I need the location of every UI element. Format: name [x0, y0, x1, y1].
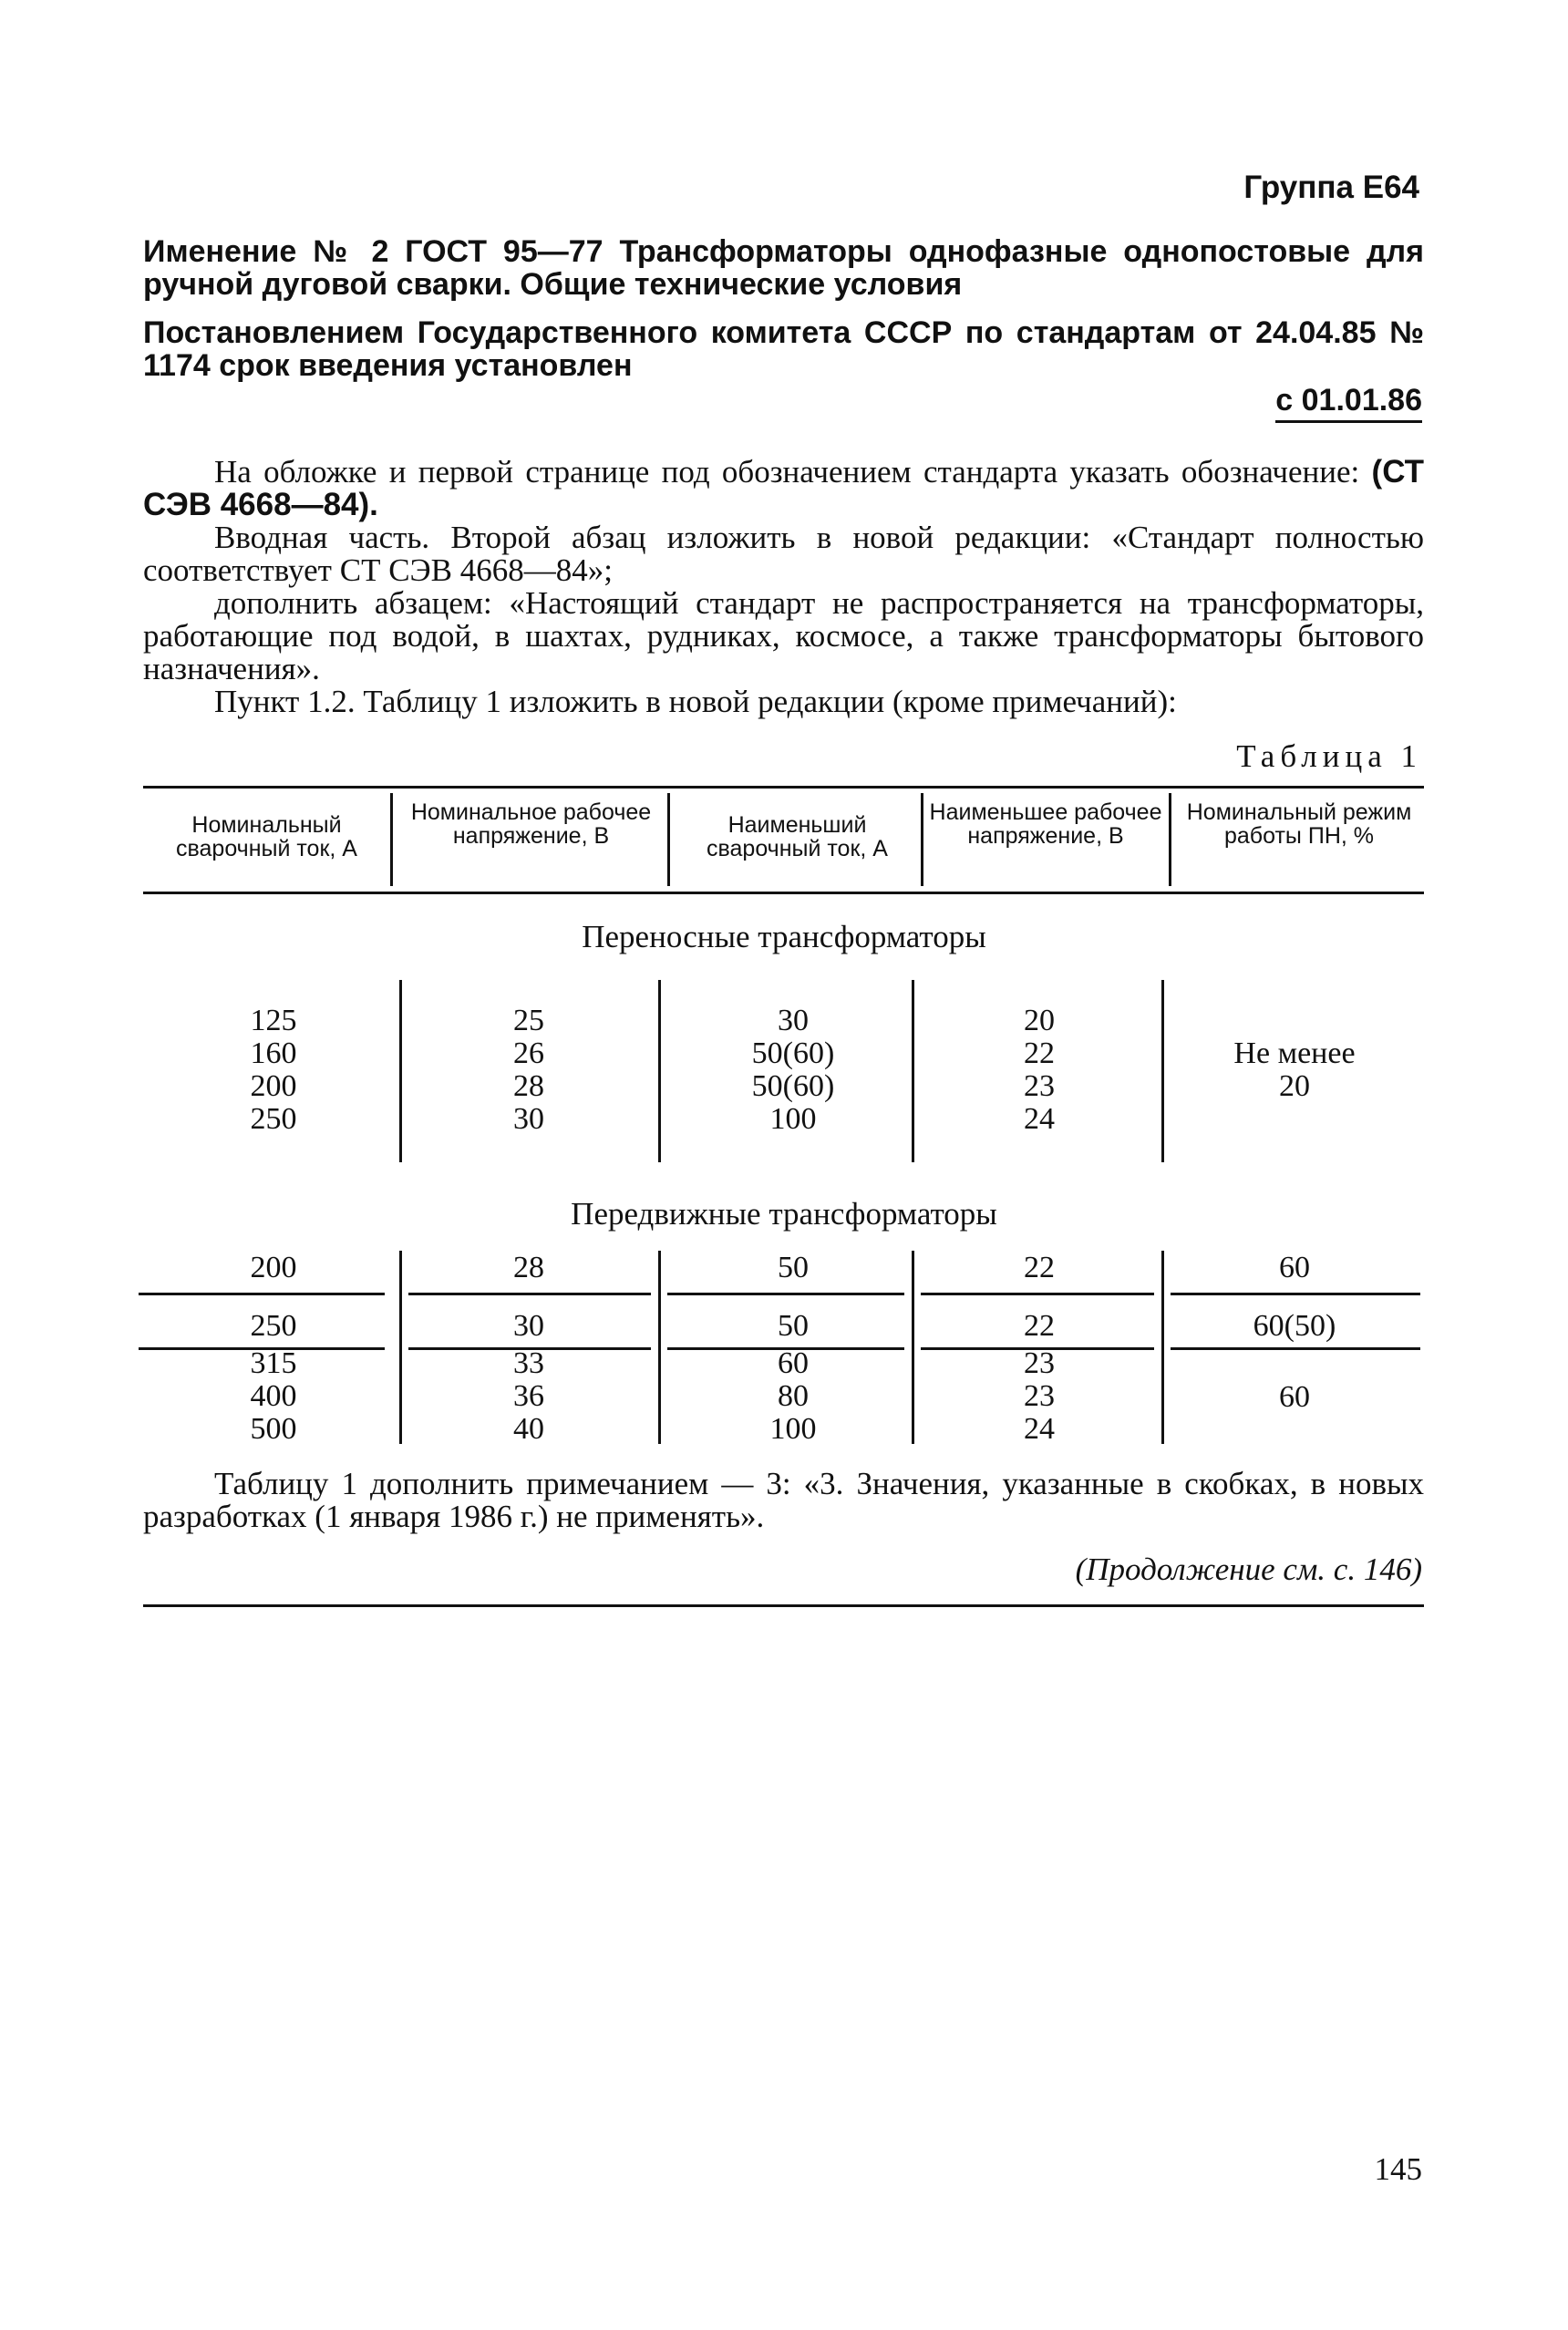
table-cell: 22: [1024, 1036, 1055, 1070]
decree-text: Постановлением Государственного комитета СССР по стандартам от 24.04.85 № 1174 срок введения установлен: [143, 315, 1424, 383]
page-number: 145: [1374, 2151, 1422, 2187]
continuation-note: (Продолжение см. с. 146): [1075, 1552, 1422, 1587]
table-cell: 200: [250, 1251, 297, 1284]
paragraph-intro: Вводная часть. Второй абзац изложить в новой редакции: «Стандарт полностью соответствует СТ СЭВ 4668—84»;: [143, 520, 1424, 588]
mobile-divider-2: [658, 1251, 661, 1444]
table-cell: 25: [513, 1004, 544, 1037]
portable-divider-4: [1161, 980, 1164, 1162]
paragraph-cover: [143, 456, 1424, 521]
table-cell: 50: [778, 1251, 809, 1284]
table-cell: 20: [1024, 1004, 1055, 1037]
table-cell: 125: [250, 1004, 297, 1037]
table-cell: 24: [1024, 1412, 1055, 1446]
row-rule: [408, 1293, 651, 1295]
header-divider-1: [390, 793, 393, 886]
header-nominal-current: Номинальный сварочный ток, А: [176, 812, 357, 861]
group-code: Группа Е64: [1243, 170, 1419, 205]
mobile-divider-3: [912, 1251, 914, 1444]
table-cell: 26: [513, 1036, 544, 1070]
table-cell: 50(60): [751, 1069, 835, 1103]
table-cell: 22: [1024, 1251, 1055, 1284]
table-cell: 250: [250, 1102, 297, 1136]
table-cell: 23: [1024, 1069, 1055, 1103]
table-cell: 50: [778, 1309, 809, 1343]
table-cell: 30: [778, 1004, 809, 1037]
header-min-current: Наименьший сварочный ток, А: [707, 812, 888, 861]
header-min-voltage: Наименьшее рабочее напряжение, В: [929, 799, 1162, 849]
table-cell: 23: [1024, 1379, 1055, 1413]
mobile-col-nominal-voltage: [438, 1347, 620, 1446]
portable-divider-3: [912, 980, 914, 1162]
amendment-title: Именение № 2 ГОСТ 95—77 Трансформаторы однофазные однопостовые для ручной дуговой сварки. Общие технические условия: [143, 234, 1424, 302]
table-top-rule: [143, 786, 1424, 789]
section-portable-title: Переносные трансформаторы: [582, 919, 986, 954]
mobile-divider-1: [399, 1251, 402, 1444]
mobile-divider-4: [1161, 1251, 1164, 1444]
header-duty-cycle: Номинальный режим работы ПН, %: [1186, 799, 1412, 849]
paragraph-item: Пункт 1.2. Таблицу 1 изложить в новой редакции (кроме примечаний):: [214, 684, 1177, 719]
table-cell: 24: [1024, 1102, 1055, 1136]
table-cell: 500: [250, 1412, 297, 1446]
table-note: Таблицу 1 дополнить примечанием — 3: «3. Значения, указанные в скобках, в новых разработках (1 января 1986 г.) не применять».: [143, 1466, 1424, 1534]
paragraph-cover-designation: (СТ СЭВ 4668—84).: [143, 454, 1424, 522]
portable-col-min-voltage: [948, 1005, 1130, 1136]
paragraph-scope: дополнить абзацем: «Настоящий стандарт не распространяется на трансформаторы, работающие под водой, в шахтах, рудниках, космосе, а также трансформаторы бытового назначения».: [143, 585, 1424, 686]
mobile-col-nominal-current: [182, 1347, 365, 1446]
portable-col-nominal-current: [182, 1005, 365, 1136]
portable-divider-1: [399, 980, 402, 1162]
table-cell: 23: [1024, 1346, 1055, 1380]
row-rule: [667, 1293, 904, 1295]
table-cell: 22: [1024, 1309, 1055, 1343]
paragraph-cover-text: На обложке и первой странице под обозначением стандарта указать обозначение:: [214, 454, 1372, 490]
effective-date: с 01.01.86: [1275, 383, 1422, 423]
table-cell: 50(60): [751, 1036, 835, 1070]
table-cell: 60: [1279, 1251, 1310, 1284]
mobile-col-min-voltage: [948, 1347, 1130, 1446]
header-nominal-voltage: Номинальное рабочее напряжение, В: [410, 799, 652, 849]
section-mobile-title: Передвижные трансформаторы: [571, 1196, 997, 1232]
row-rule: [1171, 1293, 1420, 1295]
row-rule: [139, 1293, 385, 1295]
table-cell: 60: [1279, 1380, 1310, 1414]
table-cell: 160: [250, 1036, 297, 1070]
row-rule: [1171, 1347, 1420, 1350]
table-cell: 30: [513, 1102, 544, 1136]
table-cell: 400: [250, 1379, 297, 1413]
table-cell: 80: [778, 1379, 809, 1413]
table-cell: 60(50): [1253, 1309, 1336, 1343]
table-cell: 100: [769, 1102, 817, 1136]
table-header-rule: [143, 892, 1424, 894]
table-cell: 30: [513, 1309, 544, 1343]
header-divider-2: [667, 793, 670, 886]
table-cell: 315: [250, 1346, 297, 1380]
portable-col-nominal-voltage: [438, 1005, 620, 1136]
header-divider-3: [921, 793, 923, 886]
table-cell: 250: [250, 1309, 297, 1343]
table-cell: 36: [513, 1379, 544, 1413]
table-label: Таблица 1: [1236, 738, 1422, 774]
mobile-col-min-current: [702, 1347, 884, 1446]
table-cell: 33: [513, 1346, 544, 1380]
table-cell: 100: [769, 1412, 817, 1446]
table-cell: 28: [513, 1069, 544, 1103]
portable-duty-cycle: Не менее 20: [1233, 1036, 1356, 1103]
row-rule: [921, 1293, 1154, 1295]
table-cell: 40: [513, 1412, 544, 1446]
header-divider-4: [1169, 793, 1171, 886]
table-cell: 28: [513, 1251, 544, 1284]
table-cell: 60: [778, 1346, 809, 1380]
table-cell: 200: [250, 1069, 297, 1103]
portable-divider-2: [658, 980, 661, 1162]
portable-col-min-current: [702, 1005, 884, 1136]
end-rule: [143, 1604, 1424, 1607]
